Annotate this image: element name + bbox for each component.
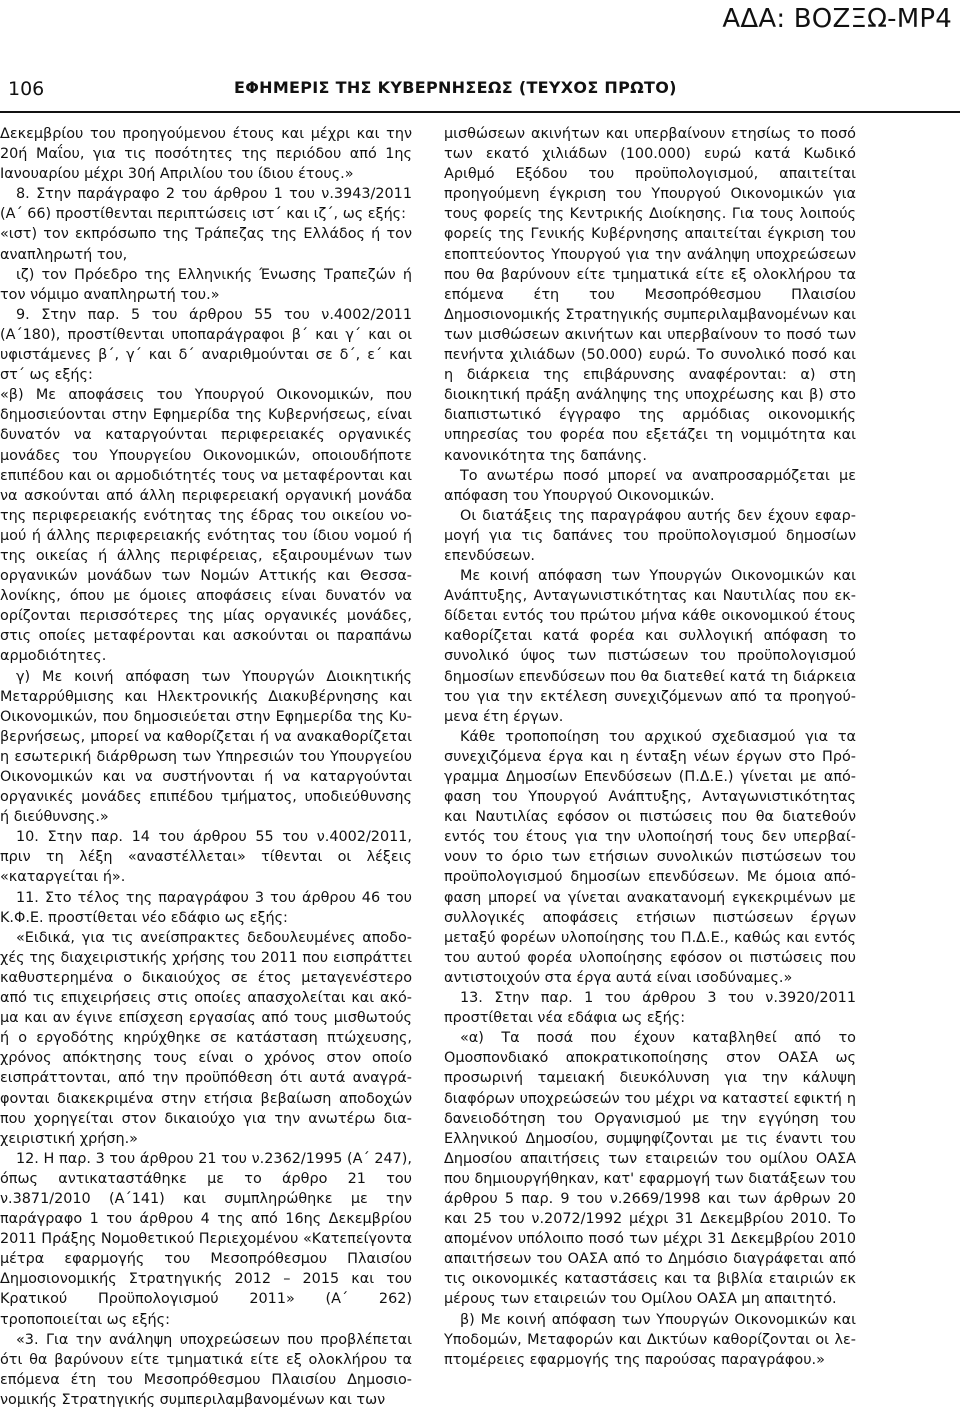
paragraph: Με κοινή απόφαση των Υπουργών Οικονομικών και Ανάπτυξης, Ανταγωνιστικότητας και Ναυτιλίας που εκδίδεται εντός του πρώτου μήνα κάθε οικονομικού έτους καθορίζεται κατά φορέα και συλλογική απόφαση το συνολικό ύψος των πιστώσεων του προϋπολογισμού δημοσίων επενδύσεων που θα διατεθεί κατά τη διάρκεια του για την εκτέλεση συνεχιζόμενων από τα προηγούμενα έτη έργων. <box>444 568 856 725</box>
paragraph: «3. Για την ανάληψη υποχρεώσεων που προβλέπεται ότι θα βαρύνουν είτε τμηματικά είτε εξ ολοκλήρου τα επόμενα έτη του Μεσοπρόθεσμου Πλαισίου Δημοσιονομικής Στρατηγικής συμπεριλαμβανομένων και των <box>0 1331 412 1408</box>
paragraph: «Ειδικά, για τις ανείσπρακτες δεδουλευμένες αποδοχές της διαχειριστικής χρήσης του 2011 που εισπράττει καθυστερημένα ο δικαιούχος σε έτος μεταγενέστερο από τις επιχειρήσεις στις οποίες απασχολείται και ακόμα και αν έγινε επίσχεση εργασίας από τους μισθωτούς ή ο εργοδότης κηρύχθηκε σε κατάσταση πτώχευσης, χρόνος απόκτησης τους είναι ο χρόνος στον οποίο εισπράττονται, από την προϋπόθεση ότι αυτά αναγράφονται διακεκριμένα στην ετήσια βεβαίωση αποδοχών που χορηγείται στον δικαιούχο για την ανωτέρω διαχειριστική χρήση.» <box>0 929 412 1147</box>
header-rule <box>0 111 960 113</box>
gazette-title: ΕΦΗΜΕΡΙΣ ΤΗΣ ΚΥΒΕΡΝΗΣΕΩΣ (ΤΕΥΧΟΣ ΠΡΩΤΟ) <box>234 78 677 97</box>
paragraph: Κάθε τροποποίηση του αρχικού σχεδιασμού για τα συνεχιζόμενα έργα και η ένταξη νέων έργων στο Πρόγραμμα Δημοσίων Επενδύσεων (Π.Δ.Ε.) γίνεται με απόφαση του Υπουργού Ανάπτυξης, Ανταγωνιστικότητας και Ναυτιλίας εφόσον οι πιστώσεις που θα διατεθούν εντός του έτους για την υλοποίησή τους δεν υπερβαίνουν το όριο των ετήσιων συνολικών πιστώσεων του προϋπολογισμού δημοσίων επενδύσεων. Με όμοια απόφαση μπορεί να γίνεται ανακατανομή εγκεκριμένων με συλλογικές αποφάσεις ετήσιων πιστώσεων έργων μεταξύ φορέων υλοποίησης του Π.Δ.Ε., καθώς και εντός του αυτού φορέα υλοποίησης εφόσον οι πιστώσεις που αντιστοιχούν στα έργα αυτά είναι ισοδύναμες.» <box>444 728 856 986</box>
left-column <box>0 124 412 1408</box>
paragraph: μισθώσεων ακινήτων και υπερβαίνουν ετησίως το ποσό των εκατό χιλιάδων (100.000) ευρώ κατά Κωδικό Αριθμό Εξόδου του προϋπολογισμού, απαιτείται προηγούμενη έγκριση του Υπουργού Οικονομικών για τους φορείς της Κεντρικής Διοίκησης. Για τους λοιπούς φορείς της Γενικής Κυβέρνησης απαιτείται έγκριση του εποπτεύοντος Υπουργού για την ανάληψη υποχρεώσεων που θα βαρύνουν είτε τμηματικά είτε εξ ολοκλήρου τα επόμενα έτη του Μεσοπρόθεσμου Πλαισίου Δημοσιονομικής Στρατηγικής συμπεριλαμβανομένων και των μισθώσεων ακινήτων και υπερβαίνουν το ποσό των πενήντα χιλιάδων (50.000) ευρώ. Το συνολικό ποσό και η διάρκεια της επιβάρυνσης αναφέρονται: α) στη διοικητική πράξη ανάληψης της υποχρέωσης και β) στο διαπιστωτικό έγγραφο της αρμόδιας οικονομικής υπηρεσίας του φορέα που εξετάζει τη νομιμότητα και κανονικότητα της δαπάνης. <box>444 126 856 464</box>
paragraph: β) Με κοινή απόφαση των Υπουργών Οικονομικών και Υποδομών, Μεταφορών και Δικτύων καθορίζονται οι λεπτομέρειες εφαρμογής της παρούσας παραγράφου.» <box>444 1311 856 1368</box>
right-column <box>444 124 856 1368</box>
paragraph: ιζ) τον Πρόεδρο της Ελληνικής Ένωσης Τραπεζών ή τον νόμιμο αναπληρωτή του.» <box>0 266 412 303</box>
paragraph: Δεκεμβρίου του προηγούμενου έτους και μέχρι και την 20ή Μαΐου, για τις ποσότητες της περιόδου από 1ης Ιανουαρίου μέχρι 30ή Απριλίου του ίδιου έτους.» <box>0 126 412 183</box>
paragraph: γ) Με κοινή απόφαση των Υπουργών Διοικητικής Μεταρρύθμισης και Ηλεκτρονικής Διακυβέρνησης και Οικονομικών, που δημοσιεύεται στην Εφημερίδα της Κυβερνήσεως, μπορεί να καθορίζεται ή να ανακαθορίζεται η εσωτερική διάρθρωση των Υπηρεσιών του Υπουργείου Οικονομικών και να συστήνονται ή να καταργούνται οργανικές μονάδες επιπέδου τμήματος, υποδιεύθυνσης ή διεύθυνσης.» <box>0 668 412 826</box>
paragraph: 11. Στο τέλος της παραγράφου 3 του άρθρου 46 του Κ.Φ.Ε. προστίθεται νέο εδάφιο ως εξής: <box>0 889 412 926</box>
paragraph: Το ανωτέρω ποσό μπορεί να αναπροσαρμόζεται με απόφαση του Υπουργού Οικονομικών. <box>444 467 856 504</box>
paragraph: «ιστ) τον εκπρόσωπο της Τράπεζας της Ελλάδος ή τον αναπληρωτή του, <box>0 226 412 263</box>
paragraph: Οι διατάξεις της παραγράφου αυτής δεν έχουν εφαρμογή για τις δαπάνες του προϋπολογισμού δημοσίων επενδύσεων. <box>444 507 856 564</box>
page-number: 106 <box>8 78 45 100</box>
page-header <box>0 78 960 106</box>
paragraph: 10. Στην παρ. 14 του άρθρου 55 του ν.4002/2011, πριν τη λέξη «αναστέλλεται» τίθενται οι λέξεις «καταργείται ή». <box>0 829 412 886</box>
paragraph: 13. Στην παρ. 1 του άρθρου 3 του ν.3920/2011 προστίθεται νέα εδάφια ως εξής: <box>444 990 856 1027</box>
paragraph: 8. Στην παράγραφο 2 του άρθρου 1 του ν.3943/2011 (Α΄ 66) προστίθενται περιπτώσεις ιστ΄ και ιζ΄, ως εξής: <box>0 186 412 223</box>
paragraph: «α) Τα ποσά που έχουν καταβληθεί από το Ομοσπονδιακό αποκρατικοποίησης στον ΟΑΣΑ ως προσωρινή ταμειακή διευκόλυνση για την κάλυψη διαφόρων υποχρεώσεών του μέχρι να καταστεί εφικτή η δανειοδότηση του Οργανισμού με την εγγύηση του Ελληνικού Δημοσίου, συμψηφίζονται με τις έναντι του Δημοσίου απαιτήσεις των εταιρειών του ομίλου ΟΑΣΑ που δημιουργήθηκαν, κατ' εφαρμογή των διατάξεων του άρθρου 5 παρ. 9 του ν.2669/1998 και των άρθρων 20 και 25 του ν.2072/1992 μέχρι 31 Δεκεμβρίου 2010. Το απομένον υπόλοιπο ποσό των μέχρι 31 Δεκεμβρίου 2010 απαιτήσεων του ΟΑΣΑ από το Δημόσιο διαγράφεται από τις οικονομικές καταστάσεις και τα βιβλία εταιριών εκ μέρους των εταιρειών του Ομίλου ΟΑΣΑ μη απαιτητό. <box>444 1030 856 1308</box>
paragraph: «β) Με αποφάσεις του Υπουργού Οικονομικών, που δημοσιεύονται στην Εφημερίδα της Κυβερνήσεως, είναι δυνατόν να καταργούνται περιφερειακές οργανικές μονάδες του Υπουργείου Οικονομικών, οποιουδήποτε επιπέδου και οι αρμοδιότητές τους να μεταφέρονται και να ασκούνται από άλλη περιφερειακή οργανική μονάδα της περιφερειακής ενότητας της έδρας του οικείου νομού ή άλλης περιφερειακής ενότητας του ίδιου νομού ή της οικείας ή άλλης περιφέρειας, εξαιρουμένων των οργανικών μονάδων των Νομών Αττικής και Θεσσαλονίκης, όπου με όμοιες αποφάσεις είναι δυνατόν να ορίζονται περισσότερες της μίας οργανικές μονάδες, στις οποίες μεταφέρονται και ασκούνται οι παραπάνω αρμοδιότητες. <box>0 387 412 665</box>
paragraph: 12. Η παρ. 3 του άρθρου 21 του ν.2362/1995 (Α΄ 247), όπως αντικαταστάθηκε με το άρθρο 21 του ν.3871/2010 (Α΄141) και συμπληρώθηκε με την παράγραφο 1 του άρθρου 4 της από 16ης Δεκεμβρίου 2011 Πράξης Νομοθετικού Περιεχομένου «Κατεπείγοντα μέτρα εφαρμογής του Μεσοπρόθεσμου Πλαισίου Δημοσιονομικής Στρατηγικής 2012 – 2015 και του Κρατικού Προϋπολογισμού 2011» (Α΄ 262) τροποποιείται ως εξής: <box>0 1150 412 1328</box>
paragraph: 9. Στην παρ. 5 του άρθρου 55 του ν.4002/2011 (Α΄180), προστίθενται υποπαράγραφοι β΄ και γ΄ και οι υφιστάμενες β΄, γ΄ και δ΄ αναριθμούνται σε δ΄, ε΄ και στ΄ ως εξής: <box>0 306 412 384</box>
ada-code: ΑΔΑ: ΒΟΖΞΩ-ΜΡ4 <box>722 4 952 34</box>
